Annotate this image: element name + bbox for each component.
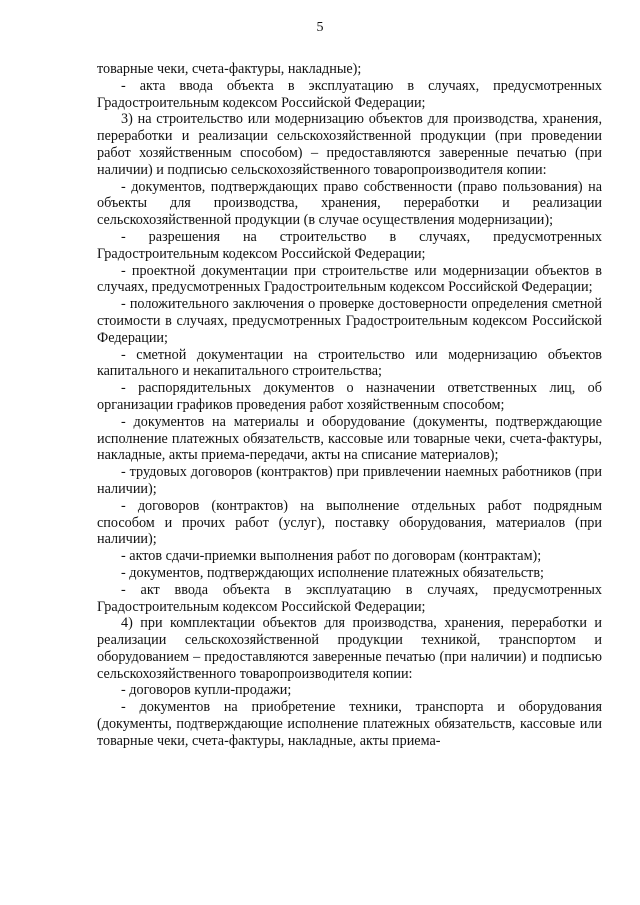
list-item-employment-contracts: - трудовых договоров (контрактов) при привлечении наемных работников (при наличии);	[97, 464, 602, 497]
list-item-building-permit: - разрешения на строительство в случаях, предусмотренных Градостроительным кодексом Российской Федерации;	[97, 228, 602, 262]
list-item-estimate-documentation: - сметной документации на строительство или модернизацию объектов капитального и некапитального строительства;	[97, 346, 602, 380]
paragraph-continuation: товарные чеки, счета-фактуры, накладные);	[97, 61, 362, 77]
list-item-administrative-documents: - распорядительных документов о назначении ответственных лиц, об организации графиков проведения работ хозяйственным способом;	[97, 380, 602, 413]
list-item-purchase-contracts: - договоров купли-продажи;	[121, 682, 292, 699]
list-item-project-documentation: - проектной документации при строительстве или модернизации объектов в случаях, предусмотренных Градостроительным кодексом Российской Федерации;	[97, 262, 602, 296]
list-item-materials-documents: - документов на материалы и оборудование (документы, подтверждающие исполнение платежных обязательств, кассовые или товарные чеки, счета-фактуры, накладные, акты приема-передачи, акты на списание материалов);	[97, 413, 602, 464]
list-item-ownership-documents: - документов, подтверждающих право собственности (право пользования) на объекты для производства, хранения, переработки и реализации сельскохозяйственной продукции (в случае осуществления модернизации);	[97, 178, 602, 229]
list-item-positive-conclusion: - положительного заключения о проверке достоверности определения сметной стоимости в случаях, предусмотренных Градостроительным кодексом Российской Федерации;	[97, 296, 602, 346]
document-body	[97, 61, 602, 750]
list-item-acceptance-acts: - актов сдачи-приемки выполнения работ по договорам (контрактам);	[121, 548, 542, 565]
list-item-works-contracts: - договоров (контрактов) на выполнение отдельных работ подрядным способом и прочих работ (услуг), поставку оборудования, материалов (при наличии);	[97, 497, 602, 548]
list-item-commissioning-act: - акт ввода объекта в эксплуатацию в случаях, предусмотренных Градостроительным кодексом Российской Федерации;	[97, 581, 602, 615]
section-4-equipment: 4) при комплектации объектов для производства, хранения, переработки и реализации сельскохозяйственной продукции техникой, транспортом и оборудованием – предоставляются заверенные печатью (при наличии) и подписью сельскохозяйственного товаропроизводителя копии:	[97, 615, 602, 682]
list-item-act-commissioning: - акта ввода объекта в эксплуатацию в случаях, предусмотренных Градостроительным кодексом Российской Федерации;	[97, 77, 602, 111]
page-number: 5	[316, 20, 324, 35]
section-3-construction: 3) на строительство или модернизацию объектов для производства, хранения, переработки и реализации сельскохозяйственной продукции (при проведении работ хозяйственным способом) – предоставляются заверенные печатью (при наличии) и подписью сельскохозяйственного товаропроизводителя копии:	[97, 111, 602, 178]
list-item-acquisition-documents: - документов на приобретение техники, транспорта и оборудования (документы, подтверждающие исполнение платежных обязательств, кассовые или товарные чеки, счета-фактуры, накладные, акты приема-	[97, 699, 602, 749]
list-item-payment-documents: - документов, подтверждающих исполнение платежных обязательств;	[121, 564, 544, 581]
